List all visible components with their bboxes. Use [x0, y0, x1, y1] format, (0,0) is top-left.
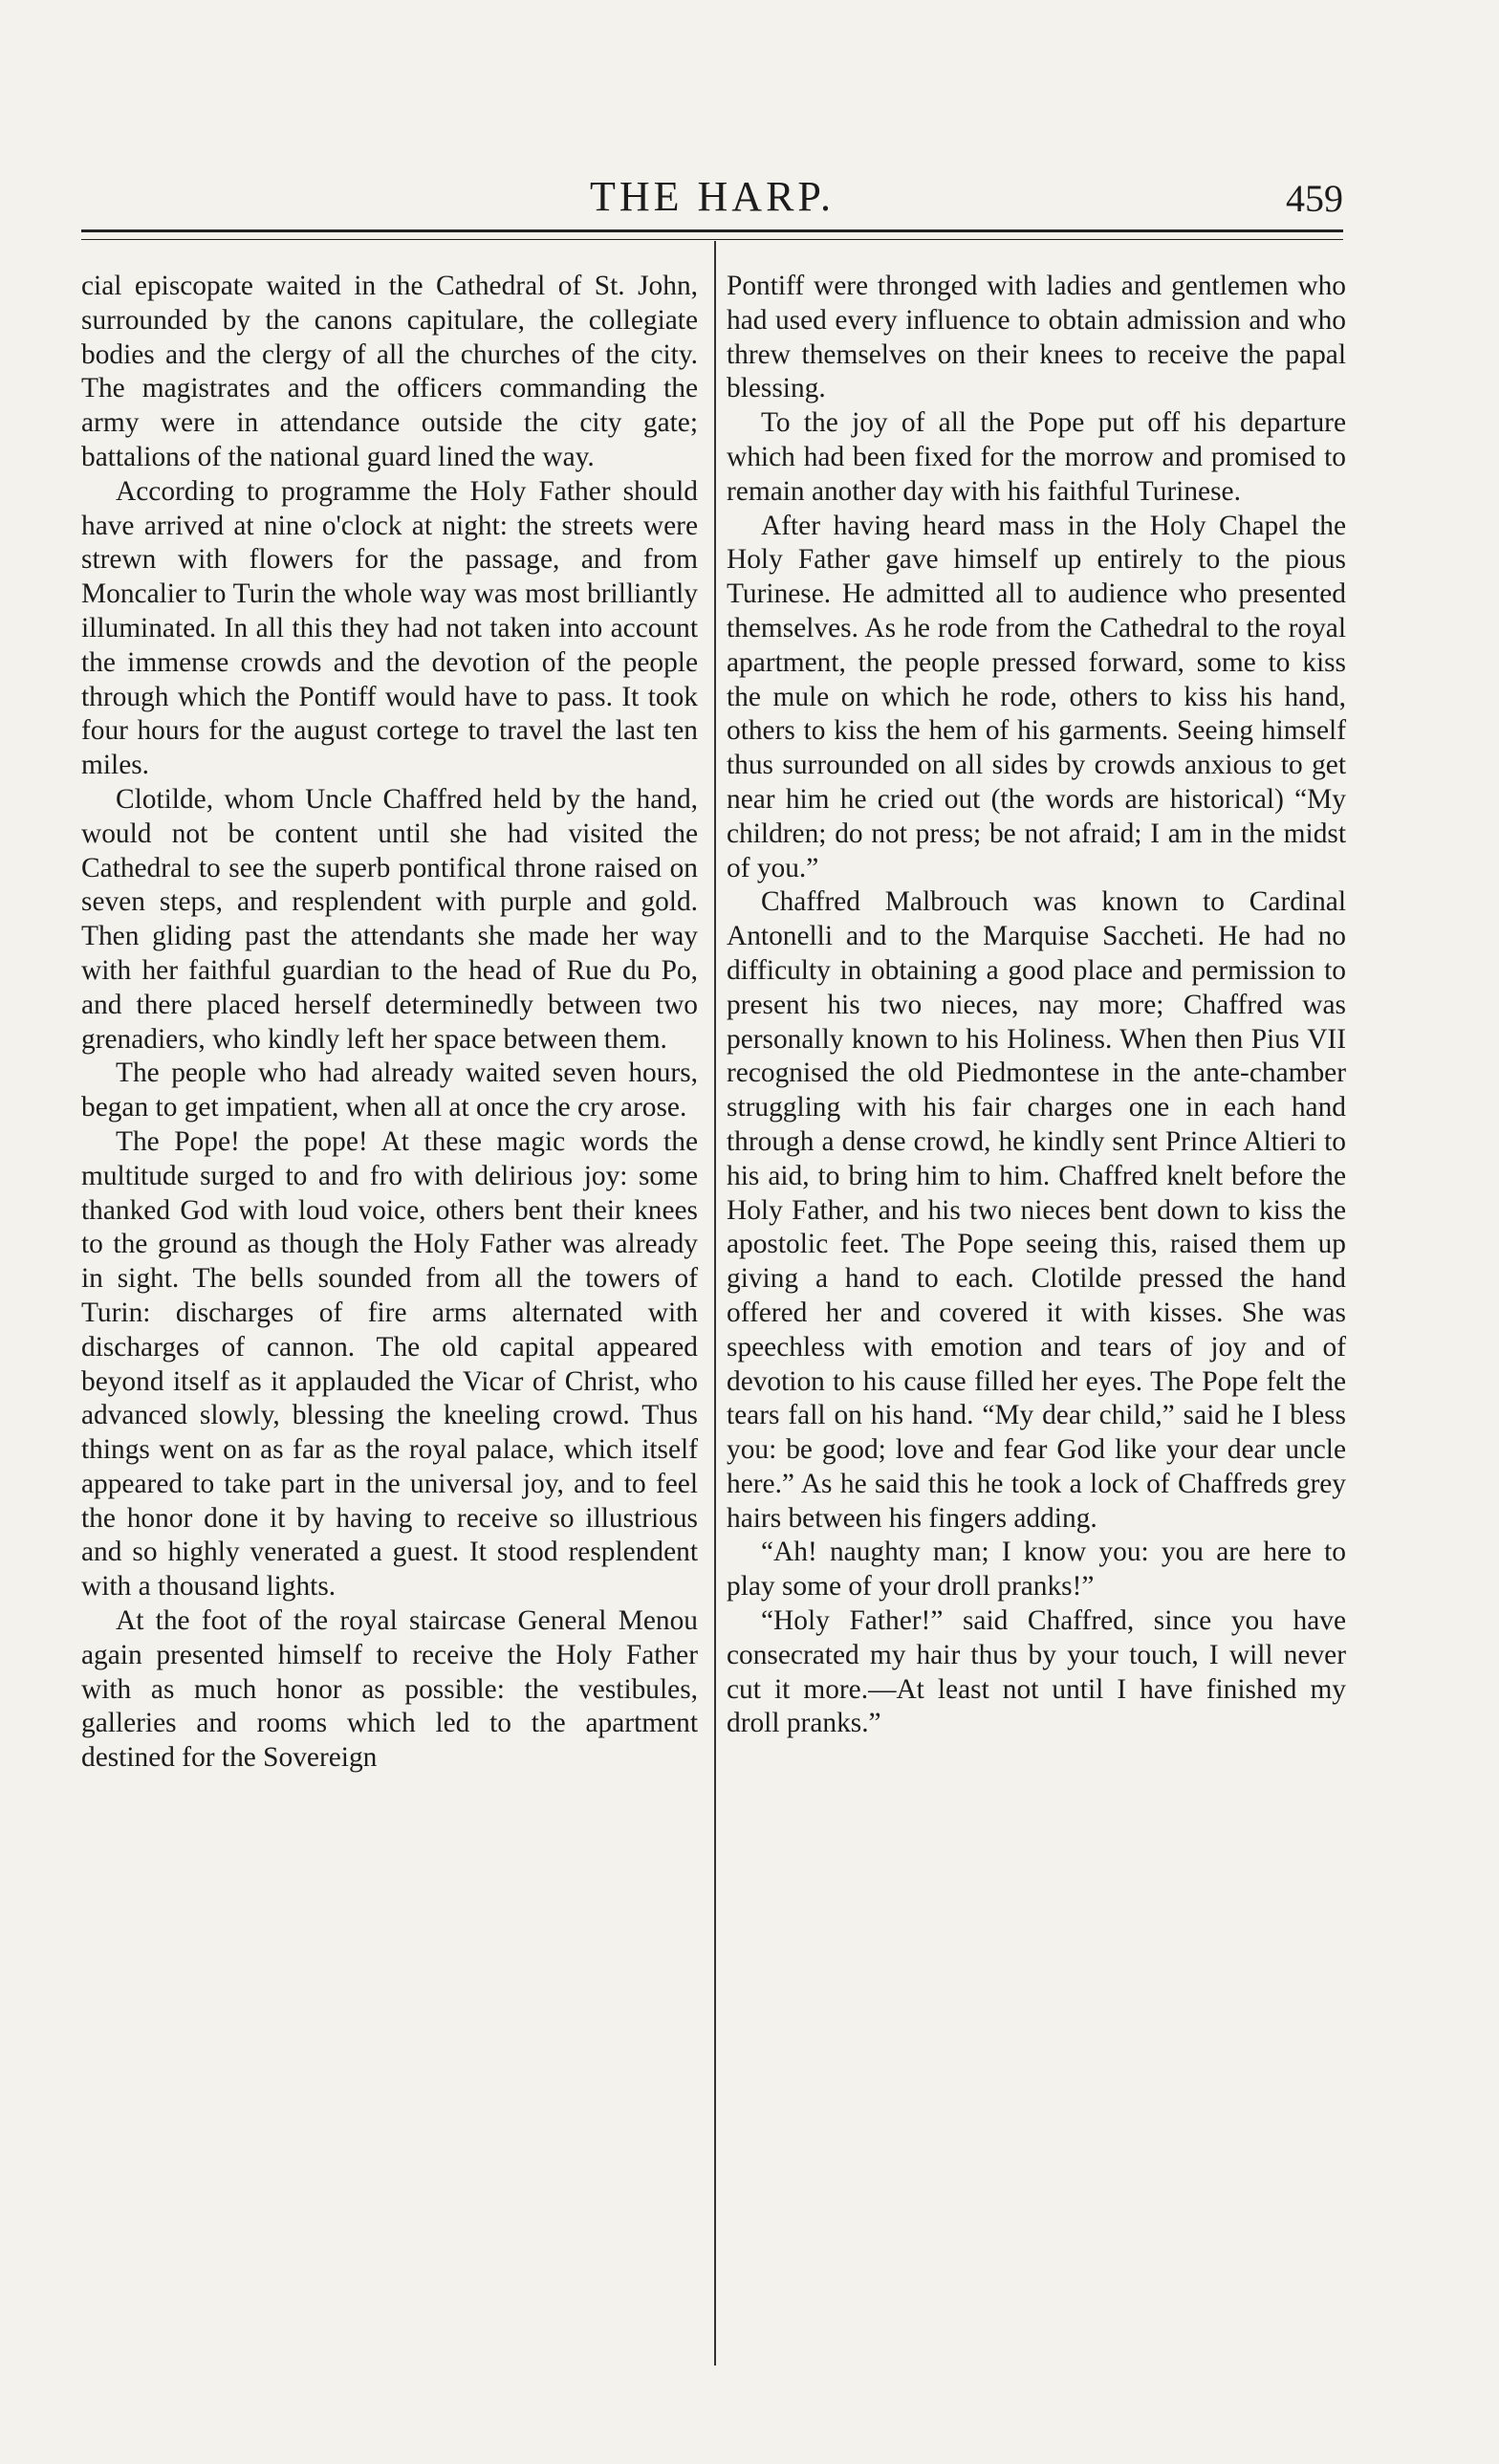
left-column — [81, 270, 698, 1776]
paragraph: According to programme the Holy Father should have arrived at nine o'clock at night: the streets were strewn with flowers for the passage, and from Moncalier to Turin the whole way was most brilliantly illuminated. In all this they had not taken into account the immense crowds and the devotion of the people through which the Pontiff would have to pass. It took four hours for the august cortege to travel the last ten miles. — [81, 475, 698, 781]
paragraph: After having heard mass in the Holy Chapel the Holy Father gave himself up entirely to the pious Turinese. He admitted all to audience who presented themselves. As he rode from the Cathedral to the royal apartment, the people pressed forward, some to kiss the mule on which he rode, others to kiss his hand, others to kiss the hem of his garments. Seeing himself thus surrounded on all sides by crowds anxious to get near him he cried out (the words are historical) “My children; do not press; be not afraid; I am in the midst of you.” — [727, 510, 1346, 883]
header-rule — [81, 229, 1343, 240]
paragraph: Pontiff were thronged with ladies and gentlemen who had used every influence to obtain admission and who threw themselves on their knees to receive the papal blessing. — [727, 271, 1346, 404]
page-title: THE HARP. — [589, 173, 836, 220]
paragraph: Clotilde, whom Uncle Chaffred held by the hand, would not be content until she had visited the Cathedral to see the superb pontifical throne raised on seven steps, and resplendent with purple and gold. Then gliding past the attendants she made her way with her faithful guardian to the head of Rue du Po, and there placed herself determinedly between two grenadiers, who kindly left her space between them. — [81, 783, 698, 1055]
paragraph: The Pope! the pope! At these magic words the multitude surged to and fro with delirious joy: some thanked God with loud voice, others bent their knees to the ground as though the Holy Father was already in sight. The bells sounded from all the towers of Turin: discharges of fire arms alternated with discharges of cannon. The old capital appeared beyond itself as it applauded the Vicar of Christ, who advanced slowly, blessing the kneeling crowd. Thus things went on as far as the royal palace, which itself appeared to take part in the universal joy, and to feel the honor done it by having to receive so illustrious and so highly venerated a guest. It stood resplendent with a thousand lights. — [81, 1125, 698, 1603]
paragraph: At the foot of the royal staircase General Menou again presented himself to receive the Holy Father with as much honor as possible: the vestibules, galleries and rooms which led to the apartment destined for the Sovereign — [81, 1605, 698, 1774]
right-column — [727, 270, 1346, 1741]
paragraph: Chaffred Malbrouch was known to Cardinal Antonelli and to the Marquise Saccheti. He had no difficulty in obtaining a good place and permission to present his two nieces, nay more; Chaffred was personally known to his Holiness. When then Pius VII recognised the old Piedmontese in the ante-chamber struggling with his fair charges one in each hand through a dense crowd, he kindly sent Prince Altieri to his aid, to bring him to him. Chaffred knelt before the Holy Father, and his two nieces bent down to kiss the apostolic feet. The Pope seeing this, raised them up giving a hand to each. Clotilde pressed the hand offered her and covered it with kisses. She was speechless with emotion and tears of joy and of devotion to his cause filled her eyes. The Pope felt the tears fall on his hand. “My dear child,” said he I bless you: be good; love and fear God like your dear uncle here.” As he said this he took a lock of Chaffreds grey hairs between his fingers adding. — [727, 886, 1346, 1534]
paragraph: To the joy of all the Pope put off his departure which had been fixed for the morrow and promised to remain another day with his faithful Turinese. — [727, 407, 1346, 507]
running-header — [81, 172, 1343, 229]
paragraph: The people who had already waited seven hours, began to get impatient, when all at once the cry arose. — [81, 1058, 698, 1123]
column-divider — [714, 241, 716, 2366]
page-number: 459 — [1286, 177, 1343, 220]
paragraph: “Holy Father!” said Chaffred, since you have consecrated my hair thus by your touch, I will never cut it more.—At least not until I have finished my droll pranks.” — [727, 1605, 1346, 1739]
paragraph: cial episcopate waited in the Cathedral of St. John, surrounded by the canons capitulare, the collegiate bodies and the clergy of all the churches of the city. The magistrates and the officers commanding the army were in attendance outside the city gate; battalions of the national guard lined the way. — [81, 271, 698, 472]
paragraph: “Ah! naughty man; I know you: you are here to play some of your droll pranks!” — [727, 1537, 1346, 1603]
